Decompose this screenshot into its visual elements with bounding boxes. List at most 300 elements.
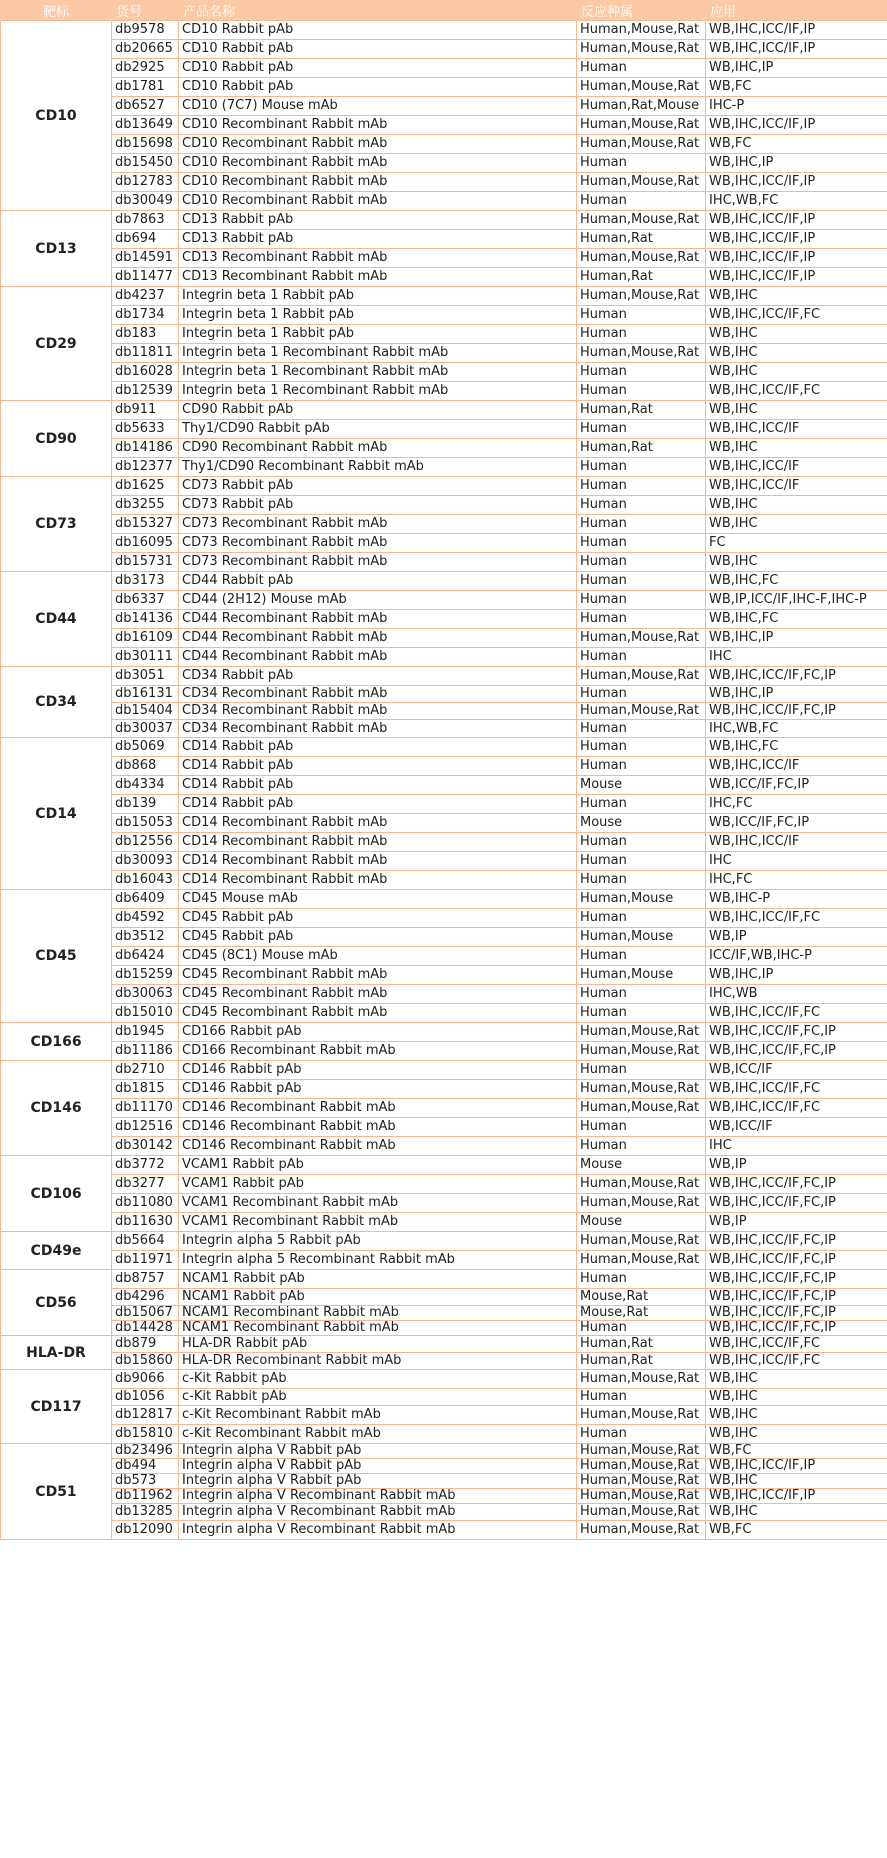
species-cell: Human (577, 757, 706, 776)
application-cell: WB,IHC,ICC/IF,IP (706, 40, 887, 59)
application-cell: IHC (706, 1137, 887, 1156)
table-row (1, 1521, 887, 1540)
name-cell: CD10 Recombinant Rabbit mAb (179, 192, 577, 211)
target-cell: CD106 (1, 1156, 112, 1232)
species-cell: Human (577, 154, 706, 173)
header-catalog: 货号 (112, 0, 179, 21)
table-row (1, 1194, 887, 1213)
catalog-cell: db11186 (112, 1042, 179, 1061)
catalog-cell: db11170 (112, 1099, 179, 1118)
application-cell: WB,IHC,ICC/IF (706, 458, 887, 477)
species-cell: Human (577, 420, 706, 439)
catalog-cell: db12377 (112, 458, 179, 477)
species-cell: Human,Mouse,Rat (577, 1521, 706, 1540)
name-cell: NCAM1 Rabbit pAb (179, 1270, 577, 1289)
name-cell: VCAM1 Recombinant Rabbit mAb (179, 1213, 577, 1232)
target-cell: CD73 (1, 477, 112, 572)
name-cell: CD45 Rabbit pAb (179, 909, 577, 928)
name-cell: HLA-DR Recombinant Rabbit mAb (179, 1353, 577, 1370)
table-row (1, 985, 887, 1004)
species-cell: Human (577, 458, 706, 477)
name-cell: VCAM1 Recombinant Rabbit mAb (179, 1194, 577, 1213)
application-cell: WB,IHC (706, 287, 887, 306)
table-row (1, 1156, 887, 1175)
table-row (1, 1080, 887, 1099)
application-cell: WB,IHC (706, 363, 887, 382)
name-cell: Integrin beta 1 Rabbit pAb (179, 325, 577, 344)
name-cell: VCAM1 Rabbit pAb (179, 1175, 577, 1194)
target-cell: CD34 (1, 667, 112, 738)
application-cell: WB,IHC (706, 439, 887, 458)
header-species: 反应种属 (577, 0, 706, 21)
table-row (1, 496, 887, 515)
name-cell: CD45 Rabbit pAb (179, 928, 577, 947)
species-cell: Human (577, 477, 706, 496)
application-cell: WB,IHC,ICC/IF (706, 420, 887, 439)
name-cell: CD14 Recombinant Rabbit mAb (179, 814, 577, 833)
species-cell: Human (577, 738, 706, 757)
table-row (1, 928, 887, 947)
species-cell: Human,Mouse,Rat (577, 344, 706, 363)
catalog-cell: db13285 (112, 1504, 179, 1521)
name-cell: CD34 Recombinant Rabbit mAb (179, 720, 577, 738)
catalog-cell: db30093 (112, 852, 179, 871)
catalog-cell: db3173 (112, 572, 179, 591)
name-cell: CD10 Recombinant Rabbit mAb (179, 173, 577, 192)
application-cell: IHC,WB,FC (706, 720, 887, 738)
header-target: 靶标 (1, 0, 112, 21)
species-cell: Human (577, 1061, 706, 1080)
header-application: 应用 (706, 0, 887, 21)
name-cell: CD10 Rabbit pAb (179, 40, 577, 59)
catalog-cell: db14591 (112, 249, 179, 268)
name-cell: Integrin alpha V Rabbit pAb (179, 1459, 577, 1474)
catalog-cell: db15731 (112, 553, 179, 572)
catalog-cell: db30049 (112, 192, 179, 211)
catalog-cell: db15810 (112, 1425, 179, 1444)
target-cell: CD90 (1, 401, 112, 477)
catalog-cell: db6409 (112, 890, 179, 909)
catalog-cell: db15860 (112, 1353, 179, 1370)
application-cell: WB,IHC,ICC/IF,FC (706, 1099, 887, 1118)
application-cell: WB,IHC,ICC/IF,FC,IP (706, 1232, 887, 1251)
catalog-cell: db12556 (112, 833, 179, 852)
table-row (1, 629, 887, 648)
table-row (1, 720, 887, 738)
application-cell: WB,IHC,ICC/IF,FC (706, 1004, 887, 1023)
name-cell: CD45 (8C1) Mouse mAb (179, 947, 577, 966)
name-cell: Integrin alpha V Recombinant Rabbit mAb (179, 1489, 577, 1504)
catalog-cell: db11962 (112, 1489, 179, 1504)
name-cell: CD45 Recombinant Rabbit mAb (179, 985, 577, 1004)
table-row (1, 1444, 887, 1459)
application-cell: WB,IHC (706, 344, 887, 363)
catalog-cell: db15404 (112, 703, 179, 720)
name-cell: CD146 Rabbit pAb (179, 1061, 577, 1080)
species-cell: Human (577, 1270, 706, 1289)
name-cell: CD13 Recombinant Rabbit mAb (179, 249, 577, 268)
catalog-cell: db7863 (112, 211, 179, 230)
application-cell: WB,IHC,ICC/IF,IP (706, 211, 887, 230)
name-cell: CD14 Rabbit pAb (179, 757, 577, 776)
application-cell: WB,IHC,ICC/IF,FC,IP (706, 1251, 887, 1270)
table-row (1, 249, 887, 268)
catalog-cell: db879 (112, 1336, 179, 1353)
table-row (1, 610, 887, 629)
application-cell: WB,IHC,ICC/IF,FC,IP (706, 703, 887, 720)
name-cell: NCAM1 Recombinant Rabbit mAb (179, 1306, 577, 1321)
species-cell: Human,Mouse (577, 890, 706, 909)
catalog-cell: db30063 (112, 985, 179, 1004)
catalog-cell: db11811 (112, 344, 179, 363)
name-cell: Integrin alpha V Rabbit pAb (179, 1474, 577, 1489)
application-cell: WB,IHC (706, 1389, 887, 1406)
table-row (1, 572, 887, 591)
application-cell: WB,IHC,IP (706, 966, 887, 985)
name-cell: Integrin beta 1 Recombinant Rabbit mAb (179, 363, 577, 382)
application-cell: ICC/IF,WB,IHC-P (706, 947, 887, 966)
species-cell: Human,Mouse,Rat (577, 78, 706, 97)
catalog-cell: db30111 (112, 648, 179, 667)
application-cell: WB,IP,ICC/IF,IHC-F,IHC-P (706, 591, 887, 610)
application-cell: IHC,WB (706, 985, 887, 1004)
application-cell: WB,IHC,ICC/IF,FC (706, 306, 887, 325)
catalog-cell: db868 (112, 757, 179, 776)
catalog-cell: db4592 (112, 909, 179, 928)
species-cell: Human,Mouse,Rat (577, 667, 706, 686)
catalog-cell: db15010 (112, 1004, 179, 1023)
catalog-cell: db573 (112, 1474, 179, 1489)
target-cell: CD29 (1, 287, 112, 401)
catalog-cell: db4334 (112, 776, 179, 795)
application-cell: WB,IHC,ICC/IF,FC,IP (706, 1023, 887, 1042)
species-cell: Human,Mouse,Rat (577, 1459, 706, 1474)
name-cell: CD73 Recombinant Rabbit mAb (179, 553, 577, 572)
application-cell: WB,FC (706, 1521, 887, 1540)
name-cell: Integrin alpha V Rabbit pAb (179, 1444, 577, 1459)
catalog-cell: db5633 (112, 420, 179, 439)
species-cell: Human,Mouse,Rat (577, 287, 706, 306)
name-cell: CD34 Recombinant Rabbit mAb (179, 703, 577, 720)
catalog-cell: db20665 (112, 40, 179, 59)
table-row (1, 1370, 887, 1389)
species-cell: Human,Rat (577, 1353, 706, 1370)
name-cell: Integrin beta 1 Recombinant Rabbit mAb (179, 344, 577, 363)
name-cell: CD10 Recombinant Rabbit mAb (179, 116, 577, 135)
application-cell: IHC (706, 648, 887, 667)
header-product-name: 产品名称 (179, 0, 577, 21)
application-cell: WB,IHC,IP (706, 59, 887, 78)
application-cell: WB,IHC,ICC/IF,FC (706, 382, 887, 401)
catalog-cell: db15698 (112, 135, 179, 154)
catalog-cell: db1625 (112, 477, 179, 496)
catalog-cell: db12516 (112, 1118, 179, 1137)
table-row (1, 947, 887, 966)
catalog-cell: db494 (112, 1459, 179, 1474)
table-row (1, 211, 887, 230)
catalog-cell: db5069 (112, 738, 179, 757)
table-row (1, 1336, 887, 1353)
name-cell: Integrin beta 1 Rabbit pAb (179, 287, 577, 306)
catalog-cell: db23496 (112, 1444, 179, 1459)
catalog-cell: db12539 (112, 382, 179, 401)
catalog-cell: db12090 (112, 1521, 179, 1540)
application-cell: WB,IHC,ICC/IF (706, 477, 887, 496)
name-cell: c-Kit Recombinant Rabbit mAb (179, 1406, 577, 1425)
target-cell: CD10 (1, 21, 112, 211)
species-cell: Human,Mouse,Rat (577, 1232, 706, 1251)
species-cell: Mouse,Rat (577, 1306, 706, 1321)
table-row (1, 852, 887, 871)
target-cell: CD49e (1, 1232, 112, 1270)
species-cell: Human (577, 591, 706, 610)
name-cell: CD13 Recombinant Rabbit mAb (179, 268, 577, 287)
catalog-cell: db14186 (112, 439, 179, 458)
catalog-cell: db9066 (112, 1370, 179, 1389)
catalog-cell: db15259 (112, 966, 179, 985)
table-row (1, 1459, 887, 1474)
application-cell: WB,IP (706, 1213, 887, 1232)
species-cell: Human,Mouse,Rat (577, 211, 706, 230)
species-cell: Human (577, 192, 706, 211)
table-row (1, 420, 887, 439)
species-cell: Human,Rat (577, 230, 706, 249)
target-cell: CD51 (1, 1444, 112, 1540)
table-row (1, 738, 887, 757)
table-row (1, 135, 887, 154)
species-cell: Human,Mouse,Rat (577, 1194, 706, 1213)
species-cell: Human (577, 871, 706, 890)
catalog-cell: db15067 (112, 1306, 179, 1321)
catalog-cell: db15053 (112, 814, 179, 833)
catalog-cell: db5664 (112, 1232, 179, 1251)
catalog-cell: db14136 (112, 610, 179, 629)
species-cell: Human (577, 59, 706, 78)
table-row (1, 116, 887, 135)
table-row (1, 1489, 887, 1504)
application-cell: IHC (706, 852, 887, 871)
name-cell: CD73 Rabbit pAb (179, 496, 577, 515)
application-cell: WB,ICC/IF,FC,IP (706, 814, 887, 833)
application-cell: WB,IHC,ICC/IF (706, 757, 887, 776)
name-cell: CD14 Recombinant Rabbit mAb (179, 833, 577, 852)
table-row (1, 1099, 887, 1118)
table-row (1, 1232, 887, 1251)
application-cell: WB,FC (706, 78, 887, 97)
name-cell: CD146 Recombinant Rabbit mAb (179, 1099, 577, 1118)
species-cell: Human (577, 947, 706, 966)
name-cell: c-Kit Rabbit pAb (179, 1370, 577, 1389)
catalog-cell: db11080 (112, 1194, 179, 1213)
application-cell: WB,IHC,ICC/IF,FC,IP (706, 1289, 887, 1306)
species-cell: Human,Mouse (577, 928, 706, 947)
table-row (1, 287, 887, 306)
species-cell: Human (577, 1118, 706, 1137)
application-cell: WB,IP (706, 928, 887, 947)
name-cell: VCAM1 Rabbit pAb (179, 1156, 577, 1175)
table-row (1, 268, 887, 287)
catalog-cell: db911 (112, 401, 179, 420)
name-cell: Integrin alpha V Recombinant Rabbit mAb (179, 1504, 577, 1521)
table-row (1, 1406, 887, 1425)
application-cell: WB,FC (706, 1444, 887, 1459)
target-cell: CD117 (1, 1370, 112, 1444)
target-cell: CD13 (1, 211, 112, 287)
table-row (1, 439, 887, 458)
name-cell: c-Kit Recombinant Rabbit mAb (179, 1425, 577, 1444)
table-row (1, 21, 887, 40)
species-cell: Human,Mouse,Rat (577, 1023, 706, 1042)
name-cell: CD34 Recombinant Rabbit mAb (179, 686, 577, 703)
name-cell: CD146 Recombinant Rabbit mAb (179, 1137, 577, 1156)
species-cell: Mouse (577, 1213, 706, 1232)
application-cell: IHC,WB,FC (706, 192, 887, 211)
species-cell: Human,Mouse,Rat (577, 1175, 706, 1194)
species-cell: Human,Rat,Mouse (577, 97, 706, 116)
species-cell: Human,Rat (577, 268, 706, 287)
species-cell: Human (577, 382, 706, 401)
table-row (1, 667, 887, 686)
table-row (1, 553, 887, 572)
table-row (1, 871, 887, 890)
species-cell: Human (577, 363, 706, 382)
table-row (1, 1118, 887, 1137)
application-cell: WB,IHC,FC (706, 572, 887, 591)
catalog-cell: db16095 (112, 534, 179, 553)
application-cell: WB,IHC,ICC/IF,FC,IP (706, 1042, 887, 1061)
species-cell: Human,Mouse,Rat (577, 629, 706, 648)
species-cell: Human (577, 553, 706, 572)
species-cell: Human (577, 720, 706, 738)
species-cell: Human (577, 833, 706, 852)
catalog-cell: db3051 (112, 667, 179, 686)
table-row (1, 833, 887, 852)
species-cell: Human,Mouse,Rat (577, 1099, 706, 1118)
name-cell: CD14 Rabbit pAb (179, 795, 577, 814)
catalog-cell: db30142 (112, 1137, 179, 1156)
species-cell: Human (577, 1389, 706, 1406)
table-row (1, 1270, 887, 1289)
name-cell: CD10 (7C7) Mouse mAb (179, 97, 577, 116)
catalog-cell: db15450 (112, 154, 179, 173)
application-cell: WB,IHC,ICC/IF,IP (706, 268, 887, 287)
species-cell: Human,Mouse,Rat (577, 1504, 706, 1521)
table-row (1, 515, 887, 534)
application-cell: WB,IHC (706, 553, 887, 572)
species-cell: Human (577, 1425, 706, 1444)
species-cell: Human (577, 496, 706, 515)
table-header (1, 0, 887, 21)
table-row (1, 966, 887, 985)
name-cell: CD44 Recombinant Rabbit mAb (179, 629, 577, 648)
application-cell: WB,IHC-P (706, 890, 887, 909)
application-cell: IHC,FC (706, 795, 887, 814)
species-cell: Human (577, 1321, 706, 1336)
application-cell: WB,IHC (706, 1370, 887, 1389)
application-cell: WB,IHC,IP (706, 629, 887, 648)
catalog-cell: db6527 (112, 97, 179, 116)
catalog-cell: db11971 (112, 1251, 179, 1270)
species-cell: Human (577, 1004, 706, 1023)
application-cell: WB,IHC (706, 1406, 887, 1425)
table-row (1, 1251, 887, 1270)
target-cell: CD44 (1, 572, 112, 667)
catalog-cell: db4296 (112, 1289, 179, 1306)
catalog-cell: db2710 (112, 1061, 179, 1080)
table-row (1, 173, 887, 192)
application-cell: WB,IHC,ICC/IF,IP (706, 173, 887, 192)
catalog-cell: db16043 (112, 871, 179, 890)
species-cell: Human,Rat (577, 1336, 706, 1353)
species-cell: Human (577, 648, 706, 667)
application-cell: WB,IHC,ICC/IF,IP (706, 1459, 887, 1474)
table-row (1, 686, 887, 703)
table-row (1, 1474, 887, 1489)
table-body (1, 21, 887, 1540)
table-row (1, 1504, 887, 1521)
application-cell: WB,IHC,ICC/IF,IP (706, 249, 887, 268)
name-cell: CD13 Rabbit pAb (179, 211, 577, 230)
application-cell: WB,IHC,IP (706, 154, 887, 173)
name-cell: Integrin beta 1 Recombinant Rabbit mAb (179, 382, 577, 401)
name-cell: HLA-DR Rabbit pAb (179, 1336, 577, 1353)
catalog-cell: db3512 (112, 928, 179, 947)
species-cell: Mouse (577, 1156, 706, 1175)
species-cell: Human (577, 515, 706, 534)
name-cell: Integrin alpha V Recombinant Rabbit mAb (179, 1521, 577, 1540)
name-cell: CD44 Recombinant Rabbit mAb (179, 610, 577, 629)
name-cell: CD73 Rabbit pAb (179, 477, 577, 496)
catalog-cell: db4237 (112, 287, 179, 306)
species-cell: Human,Mouse,Rat (577, 1444, 706, 1459)
application-cell: FC (706, 534, 887, 553)
application-cell: WB,IHC (706, 1474, 887, 1489)
name-cell: CD14 Rabbit pAb (179, 776, 577, 795)
table-row (1, 890, 887, 909)
name-cell: CD10 Recombinant Rabbit mAb (179, 135, 577, 154)
application-cell: WB,IHC,ICC/IF,FC,IP (706, 1321, 887, 1336)
table-row (1, 1306, 887, 1321)
species-cell: Mouse (577, 776, 706, 795)
application-cell: WB,IHC (706, 325, 887, 344)
application-cell: WB,ICC/IF (706, 1118, 887, 1137)
table-row (1, 363, 887, 382)
catalog-cell: db16109 (112, 629, 179, 648)
application-cell: WB,IHC (706, 515, 887, 534)
catalog-cell: db1815 (112, 1080, 179, 1099)
name-cell: CD44 (2H12) Mouse mAb (179, 591, 577, 610)
species-cell: Human (577, 985, 706, 1004)
species-cell: Human,Rat (577, 401, 706, 420)
catalog-cell: db694 (112, 230, 179, 249)
catalog-cell: db9578 (112, 21, 179, 40)
application-cell: WB,IHC,ICC/IF,FC,IP (706, 1175, 887, 1194)
application-cell: WB,IHC,FC (706, 738, 887, 757)
application-cell: WB,IHC (706, 401, 887, 420)
target-cell: CD56 (1, 1270, 112, 1336)
catalog-cell: db12783 (112, 173, 179, 192)
catalog-cell: db1945 (112, 1023, 179, 1042)
table-row (1, 1061, 887, 1080)
name-cell: CD10 Rabbit pAb (179, 21, 577, 40)
catalog-cell: db15327 (112, 515, 179, 534)
species-cell: Human,Mouse,Rat (577, 249, 706, 268)
name-cell: CD73 Recombinant Rabbit mAb (179, 534, 577, 553)
table-row (1, 534, 887, 553)
name-cell: CD73 Recombinant Rabbit mAb (179, 515, 577, 534)
application-cell: WB,IHC,ICC/IF,FC,IP (706, 667, 887, 686)
species-cell: Human,Mouse,Rat (577, 1474, 706, 1489)
